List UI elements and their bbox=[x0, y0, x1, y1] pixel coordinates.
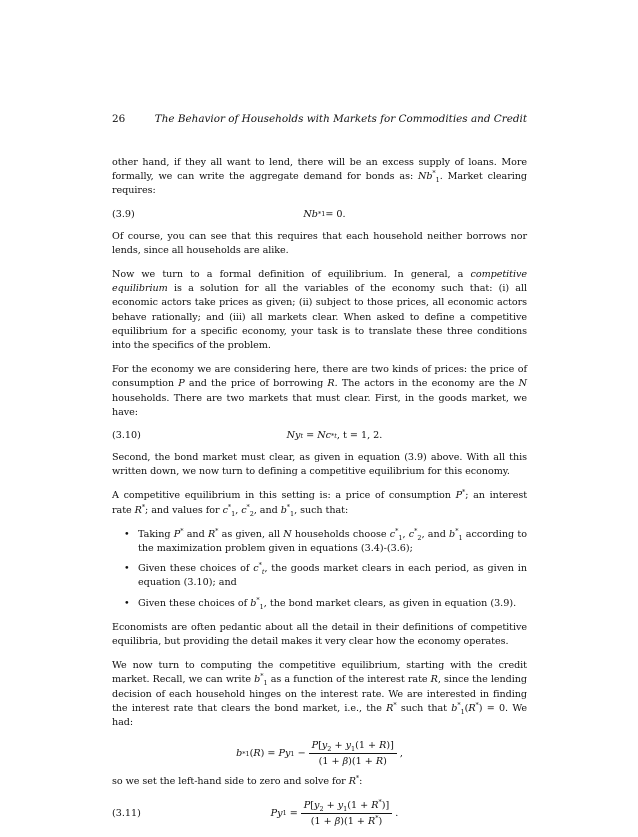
paragraph-prices: For the economy we are considering here, there are two kinds of prices: the price of consumption P and the price of borrowing R. The actors in the economy are the N households. There are two markets that must clear. First, in the goods market, we have: bbox=[112, 364, 528, 418]
list-item: • Given these choices of $b^*_1$, the bond market clears, as given in equation (3.9). bbox=[138, 597, 527, 611]
numerator: $P[y_2 + y_1(1 + R^*)]$ bbox=[301, 800, 392, 814]
conditions-list bbox=[112, 528, 527, 611]
paragraph-pedantic: Economists are often pedantic about all the detail in their definitions of competitive equilibria, but providing the detail makes it very clear how the economy operates. bbox=[112, 621, 527, 648]
equation-label: (3.10) bbox=[112, 430, 141, 442]
equation-3-11: (3.11) Py 1 = $\frac{P[y_2 + y_1(1 + R^*)]}{(1 + \beta)(1 + R^*)}$ . bbox=[112, 797, 399, 827]
page-number: 26 bbox=[112, 113, 126, 125]
denominator: (1 + β)(1 + R) bbox=[318, 756, 387, 768]
equation-label: (3.11) bbox=[112, 807, 141, 819]
paragraph-solve: so we set the left-hand side to zero and solve for R*: bbox=[112, 774, 363, 788]
equation-3-10: (3.10) Ny t = Nc * t , t = 1, 2. bbox=[112, 430, 383, 442]
equation-bond-demand: b * 1 ( R ) = Py 1 − $\frac{P[y_2 + y_1(1 + R)]}{(1 + \beta)(1 + R)}$ , bbox=[236, 740, 403, 768]
paragraph-aggregate-demand: other hand, if they all want to lend, there will be an excess supply of loans. More formally, we can write the aggregate demand for bonds as: $Nb^*_1$. Market clearing requires: bbox=[112, 157, 528, 197]
fraction bbox=[301, 797, 392, 827]
paragraph-alike: Of course, you can see that this requires that each household neither borrows nor lends, since all households are alike. bbox=[112, 230, 527, 256]
equation-3-9: (3.9) Nb * 1 = 0. bbox=[112, 208, 346, 220]
running-head bbox=[112, 112, 527, 126]
paragraph-bond-market: Second, the bond market must clear, as given in equation (3.9) above. With all this written down, we now turn to defining a competitive equilibrium for this economy. bbox=[112, 452, 527, 478]
paragraph-equilibrium-setting: A competitive equilibrium in this setting is: a price of consumption P*; an interest rate R*; and values for $c^*_1$, $c^*_2$, and $b^*_1$, such that: bbox=[112, 488, 527, 518]
emphasis-competitive-equilibrium: competitive equilibrium bbox=[112, 269, 527, 295]
equation-label: (3.9) bbox=[112, 208, 135, 220]
running-title: The Behavior of Households with Markets for Commodities and Credit bbox=[154, 113, 527, 125]
paragraph-definition: Now we turn to a formal definition of equilibrium. In general, a competitive equilibrium is a solution for all the variables of the economy such that: (i) all economic actors take prices as given; (ii) subject to those prices, all economic actors behave rationally; and (iii) all markets clear. When asked to define a competitive equilibrium for a specific economy, your task is to translate these three conditions into the specifics of the problem. bbox=[112, 269, 527, 352]
numerator: $P[y_2 + y_1(1 + R)]$ bbox=[309, 740, 397, 754]
paragraph-credit-market: We now turn to computing the competitive equilibrium, starting with the credit market. Recall, we can write $b^*_1$ as a function of the interest rate R, since the lending decision of each household hinges on the interest rate. We are interested in finding the interest rate that clears the bond market, i.e., the R* such that $b^*_1(R^*) = 0$. We had: bbox=[112, 660, 527, 729]
fraction bbox=[309, 740, 397, 767]
page bbox=[112, 112, 527, 837]
list-item: • Given these choices of $c^*_t$, the goods market clears in each period, as given in equation (3.10); and bbox=[138, 562, 527, 590]
denominator: (1 + β)(1 + R*) bbox=[310, 813, 383, 827]
list-item: • Taking P* and R* as given, all N households choose $c^*_1$, $c^*_2$, and $b^*_1$ according to the maximization problem given in equations (3.4)-(3.6); bbox=[138, 528, 527, 556]
